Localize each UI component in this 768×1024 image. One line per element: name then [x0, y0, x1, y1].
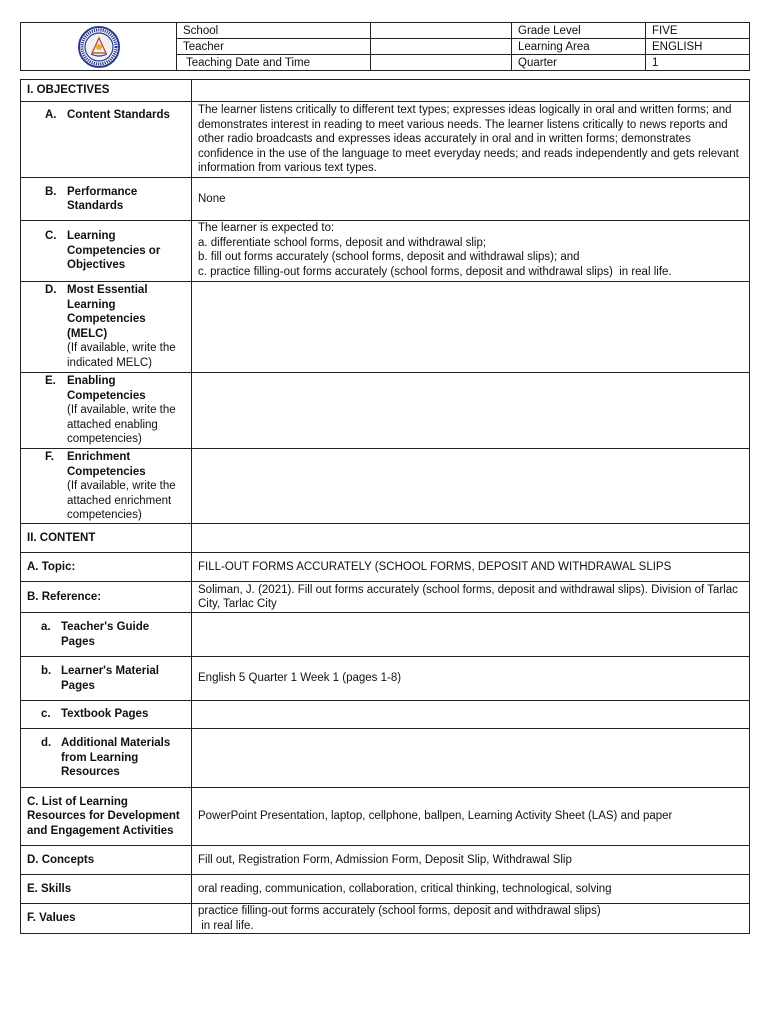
header-table — [20, 22, 750, 71]
table-row — [21, 582, 750, 613]
performance-standards-value: None — [192, 178, 750, 221]
competency-line: The learner is expected to: — [198, 222, 335, 234]
logo-cell — [21, 23, 177, 71]
teaching-date-value — [371, 55, 512, 71]
school-value — [371, 23, 512, 39]
label-text: Enabling Competencies — [67, 375, 146, 402]
enrichment-label — [21, 449, 192, 524]
label-note: (If available, write the attached enabling competencies) — [67, 404, 176, 445]
enabling-value — [192, 373, 750, 449]
competency-line: c. practice filling-out forms accurately (school forms, deposit and withdrawal slips) in real life. — [198, 265, 672, 278]
topic-label: A. Topic: — [21, 553, 192, 582]
marker: B. — [45, 185, 57, 198]
additional-materials-label — [21, 729, 192, 788]
label-text: Most Essential Learning Competencies (MELC) — [67, 284, 148, 340]
values-value — [192, 904, 750, 934]
teacher-label: Teacher — [177, 39, 371, 55]
learners-material-label — [21, 657, 192, 701]
table-row — [21, 729, 750, 788]
textbook-label — [21, 701, 192, 729]
values-label: F. Values — [21, 904, 192, 934]
learning-competencies-label — [21, 221, 192, 282]
marker: E. — [45, 375, 56, 387]
table-row — [21, 449, 750, 524]
objectives-heading-value — [192, 80, 750, 102]
values-line: in real life. — [198, 919, 254, 932]
additional-materials-value — [192, 729, 750, 788]
learning-area-value: ENGLISH — [646, 39, 750, 55]
table-row — [21, 613, 750, 657]
lesson-plan-table — [20, 79, 750, 934]
marker: F. — [45, 451, 54, 463]
skills-value: oral reading, communication, collaboration, critical thinking, technological, solving — [192, 875, 750, 904]
table-row — [21, 221, 750, 282]
table-row — [21, 846, 750, 875]
teacher-value — [371, 39, 512, 55]
deped-seal-icon — [77, 25, 121, 69]
values-line: practice filling-out forms accurately (school forms, deposit and withdrawal slips) — [198, 905, 601, 917]
performance-standards-label — [21, 178, 192, 221]
label-text: Performance Standards — [67, 185, 138, 212]
marker: A. — [45, 109, 57, 121]
table-row — [21, 524, 750, 553]
table-row — [21, 80, 750, 102]
content-standards-label — [21, 102, 192, 178]
label-text: Content Standards — [67, 109, 170, 121]
header-row — [21, 23, 750, 39]
learning-area-label: Learning Area — [512, 39, 646, 55]
marker: D. — [45, 284, 57, 296]
learners-material-value: English 5 Quarter 1 Week 1 (pages 1-8) — [192, 657, 750, 701]
table-row — [21, 788, 750, 846]
school-label: School — [177, 23, 371, 39]
resources-value: PowerPoint Presentation, laptop, cellphone, ballpen, Learning Activity Sheet (LAS) and paper — [192, 788, 750, 846]
label-text: Learning Competencies or Objectives — [67, 230, 161, 272]
table-row — [21, 102, 750, 178]
table-row — [21, 904, 750, 934]
grade-level-value: FIVE — [646, 23, 750, 39]
competency-line: b. fill out forms accurately (school forms, deposit and withdrawal slips); and — [198, 251, 580, 263]
marker: c. — [41, 708, 51, 721]
table-row — [21, 373, 750, 449]
marker: a. — [41, 621, 51, 633]
table-row — [21, 178, 750, 221]
skills-label: E. Skills — [21, 875, 192, 904]
content-standards-value: The learner listens critically to different text types; expresses ideas logically in oral and written forms; and demonstrates interest in reading to meet various needs. The learner listens critically to news reports and other radio broadcasts and expresses ideas accurately in oral and in written forms; demonstrates confidence in the use of the language to meet everyday needs; and reads independently and gets relevant information from various text types. — [192, 102, 750, 178]
objectives-heading: I. OBJECTIVES — [21, 80, 192, 102]
melc-value — [192, 282, 750, 373]
content-heading-value — [192, 524, 750, 553]
concepts-value: Fill out, Registration Form, Admission Form, Deposit Slip, Withdrawal Slip — [192, 846, 750, 875]
reference-label: B. Reference: — [21, 582, 192, 613]
label-text: Learner's Material Pages — [61, 665, 159, 692]
marker: b. — [41, 665, 52, 677]
label-text: Enrichment Competencies — [67, 451, 146, 478]
reference-value: Soliman, J. (2021). Fill out forms accurately (school forms, deposit and withdrawal slips). Division of Tarlac City, Tarlac City — [192, 582, 750, 613]
marker: C. — [45, 230, 57, 243]
table-row — [21, 701, 750, 729]
teachers-guide-value — [192, 613, 750, 657]
label-text: Teacher's Guide Pages — [61, 621, 150, 648]
table-row — [21, 875, 750, 904]
enabling-label — [21, 373, 192, 449]
competency-line: a. differentiate school forms, deposit and withdrawal slip; — [198, 236, 487, 249]
content-heading: II. CONTENT — [21, 524, 192, 553]
teachers-guide-label — [21, 613, 192, 657]
table-row — [21, 282, 750, 373]
textbook-value — [192, 701, 750, 729]
grade-level-label: Grade Level — [512, 23, 646, 39]
concepts-label: D. Concepts — [21, 846, 192, 875]
learning-competencies-value — [192, 221, 750, 282]
quarter-value: 1 — [646, 55, 750, 71]
label-text: Additional Materials from Learning Resources — [61, 737, 171, 779]
label-note: (If available, write the indicated MELC) — [67, 342, 176, 369]
table-row — [21, 553, 750, 582]
resources-label: C. List of Learning Resources for Development and Engagement Activities — [21, 788, 192, 846]
label-note: (If available, write the attached enrichment competencies) — [67, 480, 176, 521]
quarter-label: Quarter — [512, 55, 646, 71]
label-text: Textbook Pages — [61, 708, 149, 721]
topic-value: FILL-OUT FORMS ACCURATELY (SCHOOL FORMS, DEPOSIT AND WITHDRAWAL SLIPS — [192, 553, 750, 582]
melc-label — [21, 282, 192, 373]
teaching-date-label: Teaching Date and Time — [177, 55, 371, 71]
marker: d. — [41, 737, 52, 750]
table-row — [21, 657, 750, 701]
enrichment-value — [192, 449, 750, 524]
